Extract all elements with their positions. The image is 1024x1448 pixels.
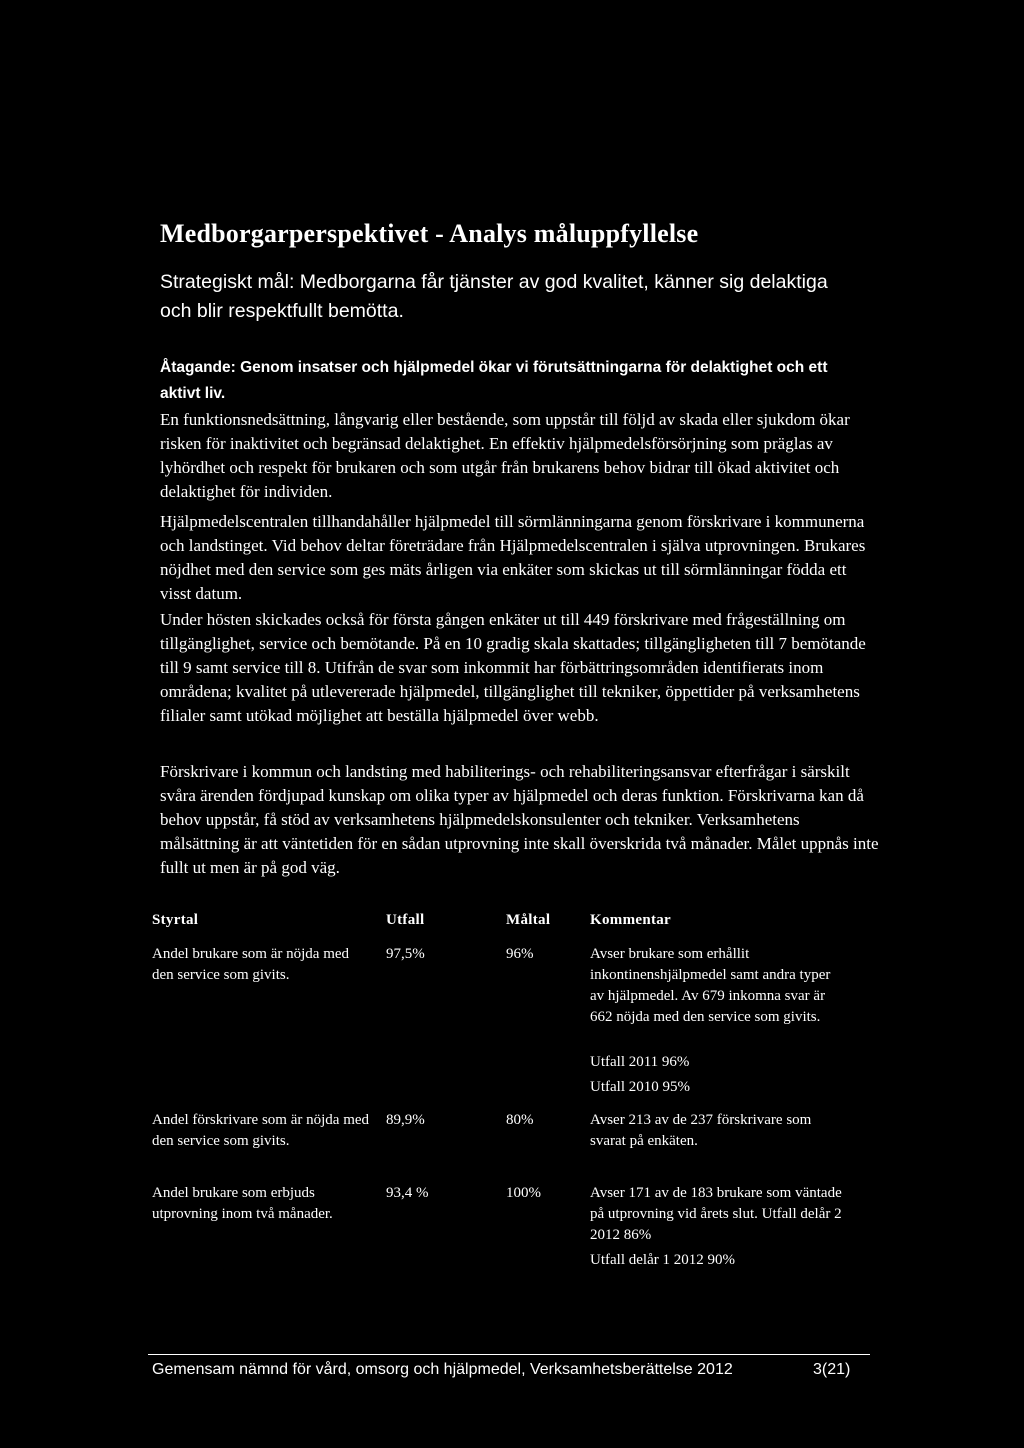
cell-utfall: 97,5%	[386, 946, 425, 962]
body-paragraph: Förskrivare i kommun och landsting med habiliterings- och rehabiliteringsansvar efterfrågar i särskilt svåra ärenden fördjupad kunskap om olika typer av hjälpmedel och deras funktion. Förskrivarna kan då behov uppstår, få stöd av verksamhetens hjälpmedelskonsulenter och tekniker. Verksamhetens målsättning är att väntetiden för en sådan utprovning inte skall överskrida två månader. Målet uppnås inte fullt ut men är på god väg.	[160, 762, 879, 877]
cell-maltal: 80%	[506, 1112, 534, 1128]
header-kommentar: Kommentar	[590, 912, 672, 928]
cell-styrtal: Andel förskrivare som är nöjda med den service som givits.	[152, 1112, 370, 1149]
cell-kommentar-extra: Utfall 2011 96%	[590, 1054, 690, 1070]
page-number: 3(21)	[813, 1361, 851, 1378]
page-title: Medborgarperspektivet - Analys måluppfyllelse	[160, 219, 699, 248]
cell-kommentar: Avser brukare som erhållit inkontinenshjälpmedel samt andra typer av hjälpmedel. Av 679 inkomna svar är 662 nöjda med den service som givits.	[590, 946, 831, 1025]
cell-utfall: 89,9%	[386, 1112, 425, 1128]
cell-kommentar-extra: Utfall 2010 95%	[590, 1079, 690, 1095]
cell-kommentar-extra: Utfall delår 1 2012 90%	[590, 1252, 735, 1268]
cell-kommentar: Avser 213 av de 237 förskrivare som svarat på enkäten.	[590, 1112, 812, 1149]
cell-utfall: 93,4 %	[386, 1185, 429, 1201]
cell-kommentar: Avser 171 av de 183 brukare som väntade på utprovning vid årets slut. Utfall delår 2 2012 86%	[590, 1185, 842, 1243]
strategic-goal: Strategiskt mål: Medborgarna får tjänster av god kvalitet, känner sig delaktiga och blir respektfullt bemötta.	[160, 271, 828, 322]
body-paragraph: Under hösten skickades också för första gången enkäter ut till 449 förskrivare med frågeställning om tillgänglighet, service och bemötande. På en 10 gradig skala skattades; tillgängligheten till 7 bemötande till 9 samt service till 8. Utifrån de svar som inkommit har förbättringsområden identifierats inom områdena; kvalitet på utlevererade hjälpmedel, tillgänglighet till tekniker, öppettider på verksamhetens filialer samt utökad möjlighet att beställa hjälpmedel över webb.	[160, 610, 866, 725]
footer-divider	[148, 1354, 870, 1355]
header-utfall: Utfall	[386, 912, 425, 928]
body-paragraph: Hjälpmedelscentralen tillhandahåller hjälpmedel till sörmlänningarna genom förskrivare i kommunerna och landstinget. Vid behov deltar företrädare från Hjälpmedelscentralen i själva utprovningen. Brukares nöjdhet med den service som ges mäts årligen via enkäter som skickas ut till sörmlänningar födda ett visst datum.	[160, 512, 866, 603]
commitment-heading: Åtagande: Genom insatser och hjälpmedel ökar vi förutsättningarna för delaktighet och ett aktivt liv.	[160, 359, 828, 402]
cell-maltal: 96%	[506, 946, 534, 962]
cell-maltal: 100%	[506, 1185, 541, 1201]
body-paragraph: En funktionsnedsättning, långvarig eller bestående, som uppstår till följd av skada eller sjukdom ökar risken för inaktivitet och begränsad delaktighet. En effektiv hjälpmedelsförsörjning som präglas av lyhördhet och respekt för brukaren och som utgår från brukarens behov bidrar till ökad aktivitet och delaktighet för individen.	[160, 410, 850, 501]
cell-styrtal: Andel brukare som erbjuds utprovning inom två månader.	[152, 1185, 333, 1222]
header-maltal: Måltal	[506, 912, 551, 928]
cell-styrtal: Andel brukare som är nöjda med den service som givits.	[152, 946, 350, 983]
header-styrtal: Styrtal	[152, 912, 199, 928]
footer-title: Gemensam nämnd för vård, omsorg och hjälpmedel, Verksamhetsberättelse 2012	[152, 1361, 733, 1378]
